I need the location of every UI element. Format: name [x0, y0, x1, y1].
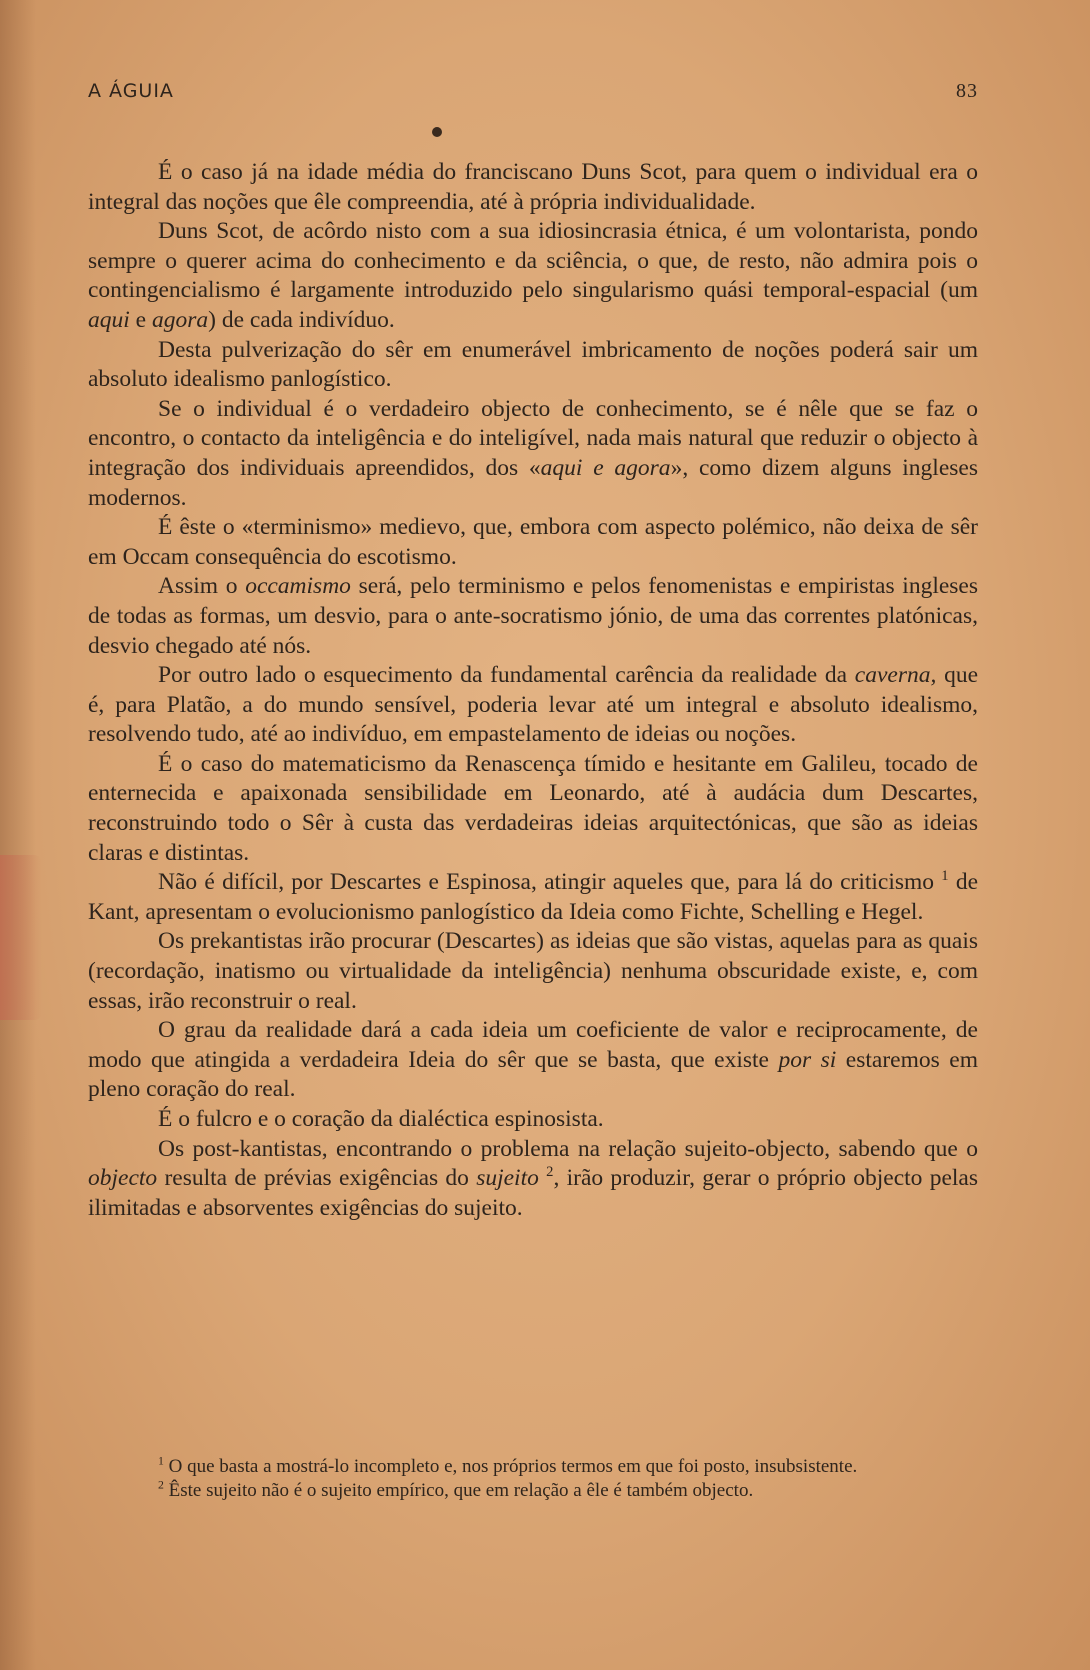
paragraph: É êste o «terminismo» medievo, que, embora com aspecto polémico, não deixa de sêr em Occam consequência do escotismo.: [88, 514, 978, 570]
paragraph: Desta pulverização do sêr em enumerável imbricamento de noções poderá sair um absoluto idealismo panlogístico.: [88, 336, 978, 393]
journal-title: A ÁGUIA: [88, 80, 174, 102]
italic-term: agora: [151, 306, 209, 333]
footnotes: [88, 1455, 978, 1502]
italic-term: objecto: [88, 1165, 158, 1192]
footnote-marker: 2: [158, 1478, 164, 1492]
paragraph: Por outro lado o esquecimento da fundamental carência da realidade da caverna, que é, para Platão, a do mundo sensível, poderia levar até um integral e absoluto idealismo, resolvendo tudo, até ao indivíduo, em empastelamento de ideias ou noções.: [88, 662, 978, 748]
italic-term: por si: [778, 1046, 837, 1073]
italic-term: aqui: [88, 306, 130, 333]
page-number: 83: [956, 80, 978, 102]
paragraph: Os post-kantistas, encontrando o problema na relação sujeito-objecto, sabendo que o objecto resulta de prévias exigências do sujeito $^2$, irão produzir, gerar o próprio objecto pelas ilimitadas e absorventes exigências do sujeito.: [88, 1135, 978, 1221]
paragraph: Assim o occamismo será, pelo terminismo e pelos fenomenistas e empiristas ingleses de todas as formas, um desvio, para o ante-socratismo jónio, de uma das correntes platónicas, desvio chegado até nós.: [88, 573, 978, 659]
paragraph: É o caso do matematicismo da Renascença tímido e hesitante em Galileu, tocado de enternecida e apaixonada sensibilidade em Leonardo, até à audácia dum Descartes, reconstruindo todo o Sêr à custa das verdadeiras ideias arquitectónicas, que são as ideias claras e distintas.: [88, 750, 978, 866]
paragraph: O grau da realidade dará a cada ideia um coeficiente de valor e reciprocamente, de modo que atingida a verdadeira Ideia do sêr que se basta, que existe por si estaremos em pleno coração do real.: [88, 1017, 978, 1103]
footnote-ref[interactable]: 2: [546, 1164, 554, 1181]
paragraph: É o fulcro e o coração da dialéctica espinosista.: [158, 1106, 604, 1132]
footnote-ref[interactable]: 1: [941, 868, 949, 885]
footnote-marker: 1: [158, 1454, 164, 1468]
page-spine-shadow: [0, 0, 36, 1670]
paragraph: Os prekantistas irão procurar (Descartes) as ideias que são vistas, aquelas para as quais (recordação, inatismo ou virtualidade da inteligência) nenhuma obscuridade existe, e, com essas, irão reconstruir o real.: [88, 928, 978, 1014]
paragraph: Duns Scot, de acôrdo nisto com a sua idiosincrasia étnica, é um volontarista, pondo sempre o querer acima do conhecimento e da sciência, o que, de resto, não admira pois o contingencialismo é largamente introduzido pelo singularismo quási temporal-espacial (um aqui e agora) de cada indivíduo.: [88, 218, 978, 333]
footnote: $^1$ O que basta a mostrá-lo incompleto e, nos próprios termos em que foi posto, insubsistente.: [158, 1454, 858, 1477]
page-edge-stain: [0, 855, 42, 1020]
italic-term: sujeito: [476, 1165, 539, 1192]
body-text: [88, 158, 978, 1223]
italic-term: occamismo: [245, 573, 351, 600]
italic-term: aqui e agora: [540, 454, 671, 481]
running-header: [88, 80, 978, 110]
ornament-dot-icon: [432, 127, 442, 137]
footnote: $^2$ Êste sujeito não é o sujeito empírico, que em relação a êle é também objecto.: [158, 1478, 754, 1501]
paragraph: Não é difícil, por Descartes e Espinosa, atingir aqueles que, para lá do criticismo $^1$ de Kant, apresentam o evolucionismo panlogístico da Ideia como Fichte, Schelling e Hegel.: [88, 868, 979, 925]
italic-term: caverna,: [854, 662, 937, 689]
paragraph: É o caso já na idade média do franciscano Duns Scot, para quem o individual era o integral das noções que êle compreendia, até à própria individualidade.: [88, 159, 978, 215]
paragraph: Se o individual é o verdadeiro objecto de conhecimento, se é nêle que se faz o encontro, o contacto da inteligência e do inteligível, nada mais natural que reduzir o objecto à integração dos individuais apreendidos, dos «aqui e agora», como dizem alguns ingleses modernos.: [88, 395, 978, 511]
